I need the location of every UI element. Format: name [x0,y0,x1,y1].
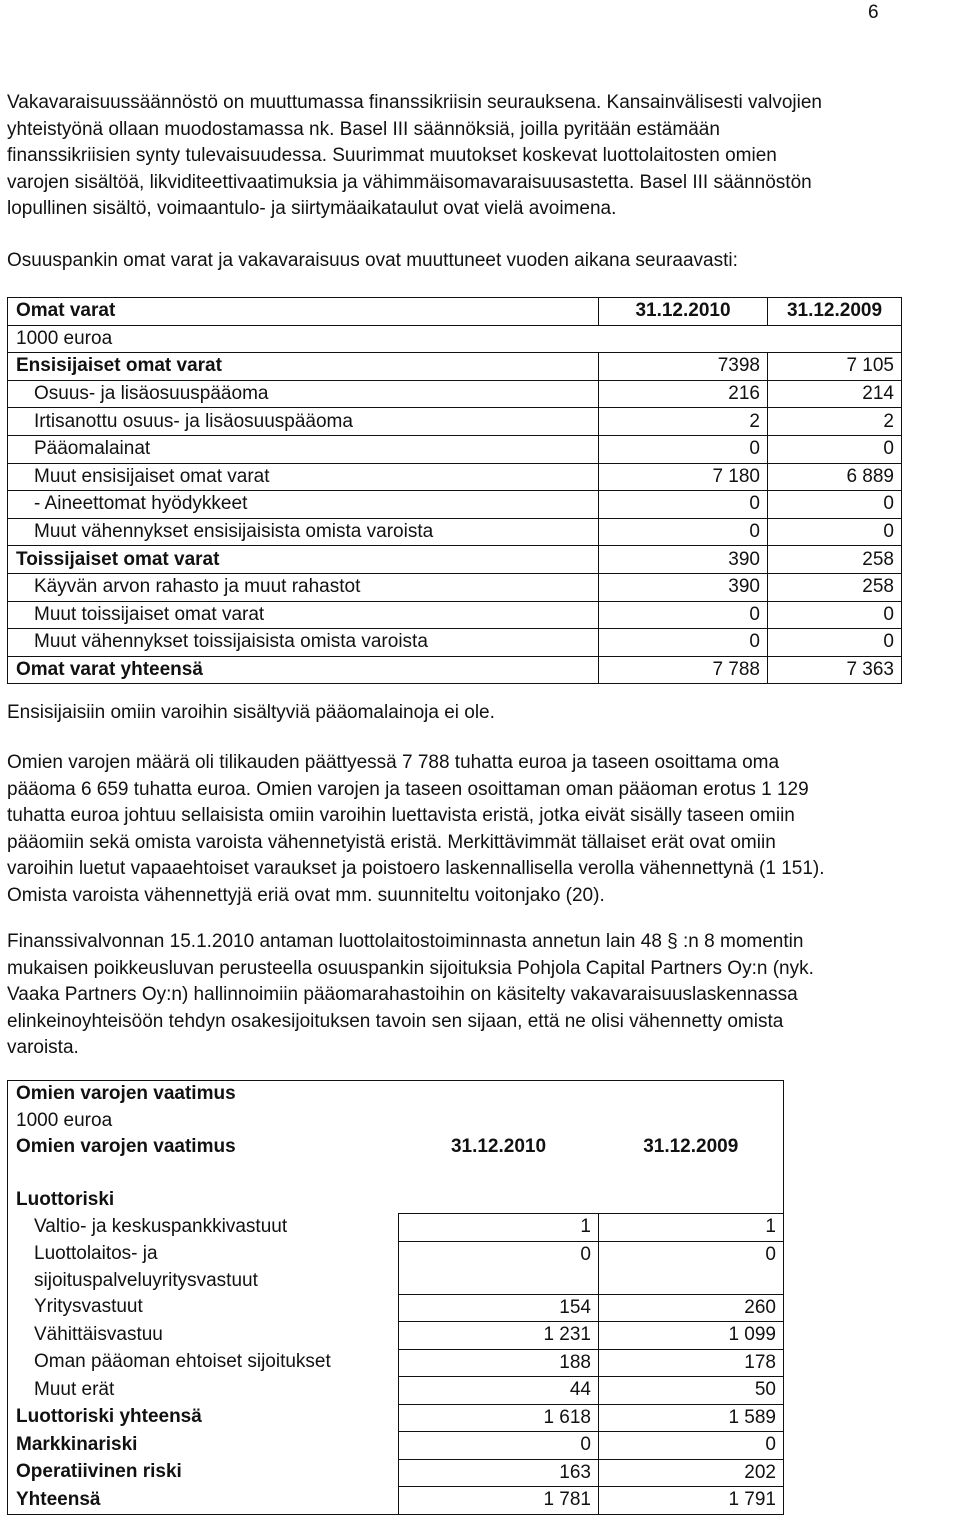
value-2010: 0 [599,629,768,657]
value-2010: 0 [599,518,768,546]
row-label: Yritysvastuut [8,1294,399,1322]
value-2009: 0 [768,435,902,463]
row-label: Muut erät [8,1377,399,1405]
row-label: Oman pääoman ehtoiset sijoitukset [8,1349,399,1377]
value-2010: 1 781 [399,1487,599,1515]
value-2009: 178 [599,1349,784,1377]
value-2009: 1 791 [599,1487,784,1515]
table-row [8,1214,784,1242]
value-2009: 1 [599,1214,784,1242]
value-2009: 0 [599,1432,784,1460]
row-label: Markkinariski [8,1432,399,1460]
capital-requirement-table [7,1080,784,1515]
table-row [8,518,902,546]
table-title: Omien varojen vaatimus [8,1081,399,1108]
row-label: Muut toissijaiset omat varat [8,601,599,629]
unit-label: 1000 euroa [8,1108,399,1135]
value-2010: 0 [399,1241,599,1294]
text-line: Vaaka Partners Oy:n) hallinnoimiin pääomarahastoihin on käsitelty vakavaraisuuslaskennassa [7,984,798,1005]
text-line: yhteistyönä ollaan muodostamassa nk. Basel III säännöksiä, joilla pyritään estämään [7,118,720,140]
table-row [8,353,902,381]
row-label: Muut vähennykset ensisijaisista omista varoista [8,518,599,546]
text-line: varoihin luetut vapaaehtoiset varaukset ja poistoero laskennallisella verolla vähennettynä (1 151). [7,858,825,879]
text-line: Finanssivalvonnan 15.1.2010 antaman luottolaitostoiminnasta annetun lain 48 § :n 8 momentin [7,931,804,952]
value-2010: 7 180 [599,463,768,491]
table-row [8,1377,784,1405]
table-row [8,1459,784,1487]
value-2009: 214 [768,380,902,408]
value-2009: 7 363 [768,656,902,684]
value-2010: 0 [599,435,768,463]
own-funds-table [7,297,902,684]
value-2010: 1 231 [399,1322,599,1350]
row-label: Muut ensisijaiset omat varat [8,463,599,491]
value-2009: 202 [599,1459,784,1487]
table-row [8,601,902,629]
text-line: mukaisen poikkeusluvan perusteella osuuspankin sijoituksia Pohjola Capital Partners Oy:n (nyk. [7,957,814,979]
table-header-row [8,1134,784,1161]
row-label: Muut vähennykset toissijaisista omista varoista [8,629,599,657]
value-2009: 258 [768,573,902,601]
table-total-row [8,656,902,684]
unit-label: 1000 euroa [8,325,599,353]
row-label: Yhteensä [8,1487,399,1515]
text-line: varojen sisältöä, likviditeettivaatimuksia ja vähimmäisomavaraisuusastetta. Basel III säännöstön [7,171,812,193]
text-line: varoista. [7,1037,79,1058]
row-label: Osuus- ja lisäosuuspääoma [8,380,599,408]
value-2010: 390 [599,546,768,574]
value-2009: 6 889 [768,463,902,491]
row-label: Valtio- ja keskuspankkivastuut [8,1214,399,1242]
table-title: Omat varat [8,298,599,326]
value-2010: 0 [599,601,768,629]
value-2010: 7 788 [599,656,768,684]
text-line: Vakavaraisuussäännöstö on muuttumassa finanssikriisin seurauksena. Kansainvälisesti valvojien [7,92,822,113]
value-2009: 0 [768,601,902,629]
section-row [8,1187,784,1214]
table1-intro [7,248,955,275]
unit-row [8,1108,784,1135]
value-2010: 1 [399,1214,599,1242]
value-2010: 44 [399,1377,599,1405]
row-label: Vähittäisvastuu [8,1322,399,1350]
table-row [8,491,902,519]
value-2010: 2 [599,408,768,436]
row-label: Omat varat yhteensä [8,656,599,684]
table-row [8,629,902,657]
table-title-row [8,1081,784,1108]
table-row [8,435,902,463]
header-label: Omien varojen vaatimus [8,1134,399,1161]
value-2009: 0 [768,629,902,657]
text-line: finanssikriisien synty tulevaisuudessa. Suurimmat muutokset koskevat luottolaitosten omien [7,145,777,166]
text-line: Omien varojen määrä oli tilikauden päättyessä 7 788 tuhatta euroa ja taseen osoittama oma [7,752,780,773]
value-2010: 390 [599,573,768,601]
column-header: 31.12.2010 [599,298,768,326]
table-row [8,546,902,574]
table-row [8,408,902,436]
row-label: Pääomalainat [8,435,599,463]
value-2010: 188 [399,1349,599,1377]
value-2009: 50 [599,1377,784,1405]
table-row [8,1404,784,1432]
row-label: Irtisanottu osuus- ja lisäosuuspääoma [8,408,599,436]
section-label: Luottoriski [8,1187,399,1214]
page-number: 6 [868,2,879,23]
text-line: Osuuspankin omat varat ja vakavaraisuus ovat muuttuneet vuoden aikana seuraavasti: [7,250,738,271]
column-header: 31.12.2009 [599,1134,784,1161]
spacer-row [8,1161,784,1188]
table-row [8,1349,784,1377]
text-line: Ensisijaisiin omiin varoihin sisältyviä pääomalainoja ei ole. [7,702,495,723]
table-header-row [8,298,902,326]
text-line: Omista varoista vähennettyjä eriä ovat mm. suunniteltu voitonjako (20). [7,884,605,906]
value-2010: 0 [399,1432,599,1460]
text-line: lopullinen sisältö, voimaantulo- ja siirtymäaikataulut ovat vielä avoimena. [7,198,617,219]
table-row [8,1294,784,1322]
row-label: Operatiivinen riski [8,1459,399,1487]
value-2009: 258 [768,546,902,574]
value-2009: 2 [768,408,902,436]
table-row [8,1322,784,1350]
row-label: Ensisijaiset omat varat [8,353,599,381]
value-2010: 1 618 [399,1404,599,1432]
table-row [8,380,902,408]
value-2009: 260 [599,1294,784,1322]
table-row [8,1432,784,1460]
table-row [8,463,902,491]
row-label: Toissijaiset omat varat [8,546,599,574]
text-line: tuhatta euroa johtuu sellaisista omiin varoihin luettavista eristä, jotka eivät sisälly taseen omiin [7,805,795,826]
own-funds-paragraph [7,750,955,909]
value-2010: 216 [599,380,768,408]
exemption-paragraph [7,929,955,1062]
value-2010: 163 [399,1459,599,1487]
value-2009: 0 [599,1241,784,1294]
value-2010: 154 [399,1294,599,1322]
value-2010: 7398 [599,353,768,381]
table-row [8,1241,784,1294]
column-header: 31.12.2009 [768,298,902,326]
text-line: pääomiin sekä omista varoista vähennetyistä eristä. Merkittävimmät tällaiset erät ovat omiin [7,831,776,853]
table-row [8,573,902,601]
unit-row [8,325,902,353]
value-2009: 1 589 [599,1404,784,1432]
value-2009: 1 099 [599,1322,784,1350]
text-line: pääoma 6 659 tuhatta euroa. Omien varojen ja taseen osoittaman oman pääoman erotus 1 129 [7,778,809,800]
row-label: Luottolaitos- ja sijoituspalveluyritysvastuut [8,1241,399,1294]
value-2009: 0 [768,518,902,546]
value-2009: 7 105 [768,353,902,381]
intro-paragraph [7,90,955,223]
row-label: Luottoriski yhteensä [8,1404,399,1432]
value-2009: 0 [768,491,902,519]
row-label: - Aineettomat hyödykkeet [8,491,599,519]
row-label: Käyvän arvon rahasto ja muut rahastot [8,573,599,601]
column-header: 31.12.2010 [450,1136,547,1157]
text-line: elinkeinoyhteisöön tehdyn osakesijoituksen tavoin sen sijaan, että ne olisi vähennetty omista [7,1010,784,1032]
value-2010: 0 [599,491,768,519]
note-paragraph [7,700,955,727]
